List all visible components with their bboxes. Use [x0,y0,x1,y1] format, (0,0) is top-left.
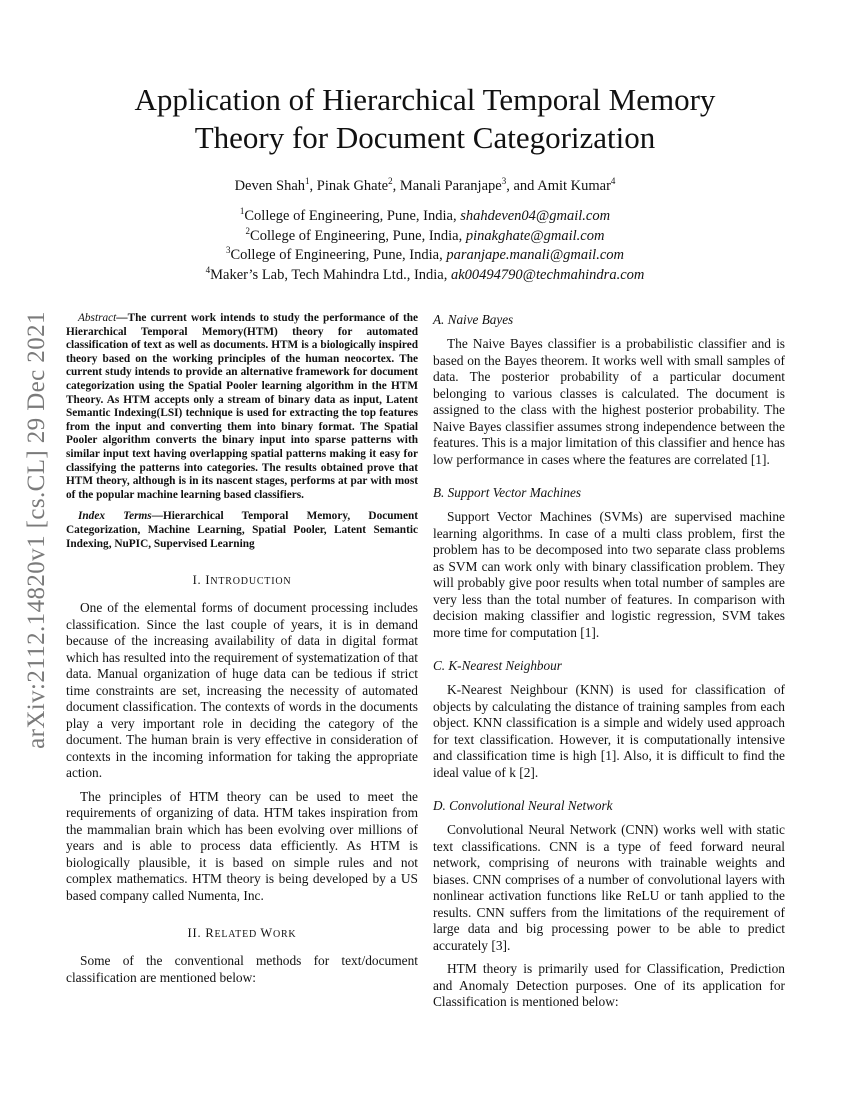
author-email: paranjape.manali@gmail.com [446,247,624,264]
title-line-1: Application of Hierarchical Temporal Memory [134,82,716,117]
paragraph: Convolutional Neural Network (CNN) works well with static text classifications. CNN is a type of feed forward neural network, comprising of neurons with trainable weights and biases. CNN comprises of a number of convolutional layers with nonlinear activation functions like ReLU or tanh applied to the results. CNN suffers from the limitations of the requirement of large data and big processing power to be able to predict accurately [3]. [433,822,785,953]
affiliation-line [60,246,790,266]
section-title-cap: I [205,573,211,588]
affiliation-line [60,266,790,286]
abstract-text: —The current work intends to study the performance of the Hierarchical Temporal Memory(HTM) theory for automated classification of text as well as documents. HTM is a biologically inspired theory based on the working principles of the human neocortex. The current study intends to provide an alternative framework for document categorization using the Spatial Pooler learning algorithm in the HTM Theory. As HTM accepts only a stream of binary data as input, Latent Semantic Indexing(LSI) technique is used for extracting the top features from the input and converting them into binary format. The Spatial Pooler algorithm converts the binary input into sparse patterns with similar input text having overlapping spatial patterns making it easy for classifying the patterns into categories. The results obtained prove that HTM theory, although is in its nascent stages, performs at par with most of the popular machine learning based classifiers. [66,312,418,501]
section-title-rest: ELATED [214,929,261,941]
author-affiliation-mark: 1 [305,176,310,187]
affiliation-line [60,227,790,247]
paragraph: The principles of HTM theory can be used to meet the requirements of organizing of data. HTM takes inspiration from the mammalian brain which has been evolving over millions of years and is able to process data efficiently. As HTM is biologically plausible, it is based on simple rules and not complex mathematics. HTM theory is being developed by a US based company called Numenta, Inc. [66,788,418,903]
index-terms-lead: Index Terms [78,510,152,523]
affiliation-list [60,207,790,285]
affiliation-text: Maker’s Lab, Tech Mahindra Ltd., India, [210,266,451,283]
author-name: Deven Shah [234,178,306,194]
paragraph: One of the elemental forms of document processing includes classification. Since the last couple of years, it is in demand because of the increasing availability of data in digital format which has resulted into the requirement of systematization of that data. Manual organization of huge data can be tedious if strict time constraints are set, increasing the necessity of automated document classification. The contexts of words in the documents play a very important role in deciding the category of the document. The human brain is very effective in consideration of contexts in the incoming information for taking the appropriate action. [66,600,418,781]
subsection-heading-svm: B. Support Vector Machines [433,485,581,500]
affiliation-text: College of Engineering, Pune, India, [250,227,466,244]
index-terms [66,510,418,551]
affiliation-mark: 3 [225,245,231,256]
paragraph: HTM theory is primarily used for Classification, Prediction and Anomaly Detection purposes. One of its application for Classification is mentioned below: [433,961,785,1009]
affiliation-text: College of Engineering, Pune, India, [230,247,447,264]
author-email: ak00494790@techmahindra.com [451,266,645,283]
arxiv-identifier: arXiv:2112.14820v1 [cs.CL] 29 Dec 2021 [23,311,50,749]
right-column [433,312,785,1011]
paper-title [60,81,790,157]
title-line-2: Theory for Document Categorization [194,120,656,155]
section-title-cap: R [205,926,215,941]
affiliation-mark: 1 [239,206,245,217]
author-name: Manali Paranjape [399,178,502,194]
section-title-cap: W [260,926,273,941]
author-separator: , [392,178,400,194]
section-heading-related-work [66,925,418,943]
paragraph: The Naive Bayes classifier is a probabilistic classifier and is based on the Bayes theorem. It works well with small samples of data. The posterior probability of a particular document belonging to various classes is calculated. The document is assigned to the class with the highest posterior probability. The Naive Bayes classifier assumes strong independence between the features. This is a major limitation of this classifier and hence has low performance in cases where the features are correlated [1]. [433,336,785,467]
section-title-rest: NTRODUCTION [210,576,292,588]
author-email: pinakghate@gmail.com [465,227,605,244]
section-heading-introduction [66,572,418,590]
index-terms-text: —Hierarchical Temporal Memory, Document Categorization, Machine Learning, Spatial Pooler, Latent Semantic Indexing, NuPIC, Supervised Learning [66,510,418,550]
affiliation-mark: 2 [245,225,251,236]
paragraph: K-Nearest Neighbour (KNN) is used for classification of objects by calculating the distance of training samples from each object. KNN classification is a simple and widely used approach for text classification. However, it is computationally intensive and classification time is high [1]. Also, it is difficult to find the ideal value of k [2]. [433,682,785,780]
affiliation-text: College of Engineering, Pune, India, [244,208,461,224]
arxiv-stamp [14,295,60,765]
section-numeral: II. [187,926,206,941]
subsection-heading-cnn: D. Convolutional Neural Network [433,798,613,813]
paragraph: Some of the conventional methods for text/document classification are mentioned below: [66,953,418,985]
author-affiliation-mark: 4 [610,176,616,187]
author-name: Pinak Ghate [316,178,389,194]
author-separator: , and [506,178,538,194]
abstract-lead: Abstract [78,312,117,324]
author-separator: , [309,178,317,194]
abstract [66,312,418,502]
paragraph: Support Vector Machines (SVMs) are supervised machine learning algorithms. In case of a multi class problem, first the problem has to be decomposed into two separate class problems as SVM can work only with binary classification problem. They will probably give poor results when total number of samples are very less than the total number of features. In comparison with decision making classifier and logistic regression, SVM takes more time for computation [1]. [433,509,785,640]
section-numeral: I. [192,573,206,588]
author-affiliation-mark: 2 [388,176,393,187]
subsection-heading-naive-bayes: A. Naive Bayes [433,312,514,327]
left-column [66,312,418,986]
author-email: shahdeven04@gmail.com [460,208,611,224]
affiliation-mark: 4 [205,264,211,275]
subsection-heading-knn: C. K-Nearest Neighbour [433,658,562,673]
author-list [60,176,790,196]
affiliation-line [60,207,790,227]
author-name: Amit Kumar [537,178,611,194]
section-title-rest: ORK [272,929,297,941]
author-affiliation-mark: 3 [501,176,507,187]
